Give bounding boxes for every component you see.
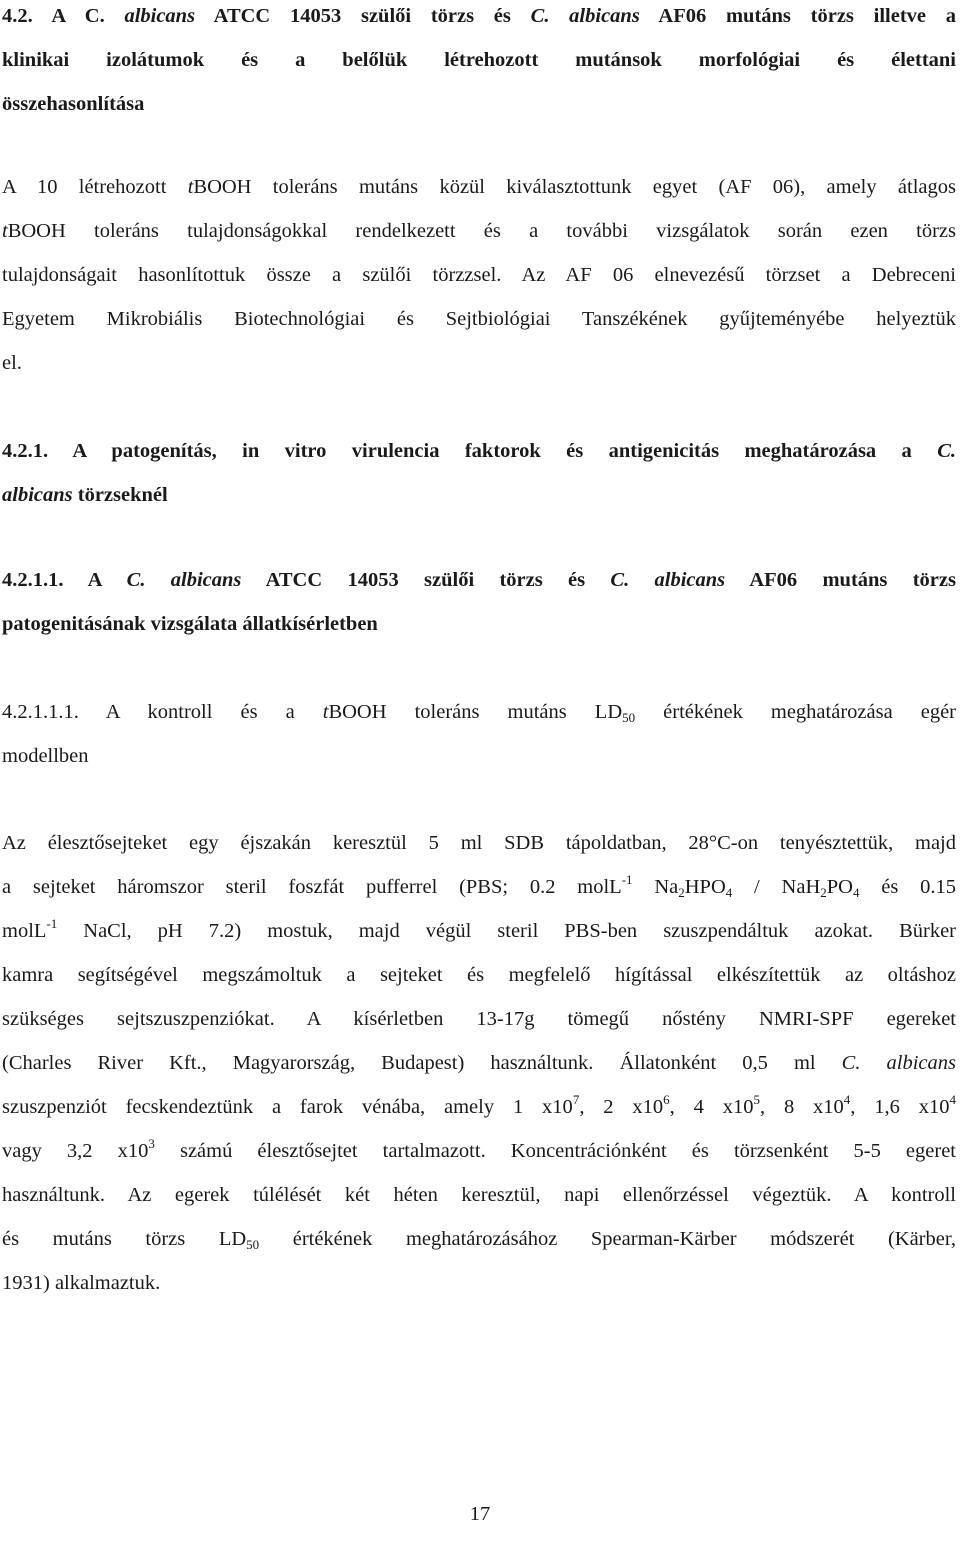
heading-line: 4.2.1.1. A C. albicans ATCC 14053 szülői törzs és C. albicans AF06 mutáns törzs <box>2 569 956 591</box>
heading-line: modellben <box>2 745 89 767</box>
paragraph-line: szuszpenziót fecskendeztünk a farok vénába, amely 1 $x10^7$, 2 $x10^6$, 4 $x10^5$, 8 $x10^4$, 1,6 $x10^4$ <box>2 1092 956 1118</box>
paragraph-line: Az élesztősejteket egy éjszakán keresztül 5 ml SDB tápoldatban, 28°C-on tenyésztettük, majd <box>2 832 956 854</box>
section-heading-4-2-1 <box>2 429 956 517</box>
heading-line: albicans törzseknél <box>2 484 168 506</box>
heading-line: 4.2. A C. albicans ATCC 14053 szülői törzs és C. albicans AF06 mutáns törzs illetve a <box>2 5 956 27</box>
paragraph-line: vagy 3,2 $x10^3$ számú élesztősejtet tartalmazott. Koncentrációnként és törzsenként 5-5 egeret <box>2 1136 956 1162</box>
paragraph-line: (Charles River Kft., Magyarország, Budapest) használtunk. Állatonként 0,5 ml C. albicans <box>2 1052 956 1074</box>
paragraph-2 <box>2 821 956 1305</box>
heading-line: klinikai izolátumok és a belőlük létrehozott mutánsok morfológiai és élettani <box>2 49 956 71</box>
section-heading-4-2 <box>2 0 956 126</box>
paragraph-line: és mutáns törzs $LD_{50}$ értékének meghatározásához Spearman-Kärber módszerét (Kärber, <box>2 1228 956 1252</box>
section-heading-4-2-1-1-1 <box>2 690 956 778</box>
heading-line: összehasonlítása <box>2 93 145 115</box>
heading-line: patogenitásának vizsgálata állatkísérletben <box>2 613 378 635</box>
paragraph-1 <box>2 165 956 385</box>
page-number: 17 <box>469 1503 491 1525</box>
paragraph-line: Egyetem Mikrobiális Biotechnológiai és Sejtbiológiai Tanszékének gyűjteményébe helyeztük <box>2 308 956 330</box>
heading-line: 4.2.1. A patogenítás, in vitro virulencia faktorok és antigenicitás meghatározása a C. <box>2 440 956 462</box>
heading-line: 4.2.1.1.1. A kontroll és a tBOOH toleráns mutáns $LD_{50}$ értékének meghatározása egér <box>2 701 956 725</box>
section-heading-4-2-1-1 <box>2 558 956 646</box>
paragraph-line: 1931) alkalmaztuk. <box>2 1272 161 1294</box>
paragraph-line: a sejteket háromszor steril foszfát pufferrel (PBS; 0.2 molL$^{-1}$ $Na_2HPO_4 / NaH_2PO_4$ és 0.15 <box>2 872 957 900</box>
paragraph-line: tBOOH toleráns tulajdonságokkal rendelkezett és a további vizsgálatok során ezen törzs <box>2 220 956 242</box>
paragraph-line: szükséges sejtszuszpenziókat. A kísérletben 13-17g tömegű nőstény NMRI-SPF egereket <box>2 1008 956 1030</box>
paragraph-line: el. <box>2 352 22 374</box>
paragraph-line: A 10 létrehozott tBOOH toleráns mutáns közül kiválasztottunk egyet (AF 06), amely átlagos <box>2 176 956 198</box>
paragraph-line: használtunk. Az egerek túlélését két héten keresztül, napi ellenőrzéssel végeztük. A kontroll <box>2 1184 956 1206</box>
paragraph-line: tulajdonságait hasonlítottuk össze a szülői törzzsel. Az AF 06 elnevezésű törzset a Debreceni <box>2 264 956 286</box>
paragraph-line: molL$^{-1}$ NaCl, pH 7.2) mostuk, majd végül steril PBS-ben szuszpendáltuk azokat. Bürker <box>2 916 956 942</box>
paragraph-line: kamra segítségével megszámoltuk a sejteket és megfelelő hígítással elkészítettük az oltáshoz <box>2 964 956 986</box>
